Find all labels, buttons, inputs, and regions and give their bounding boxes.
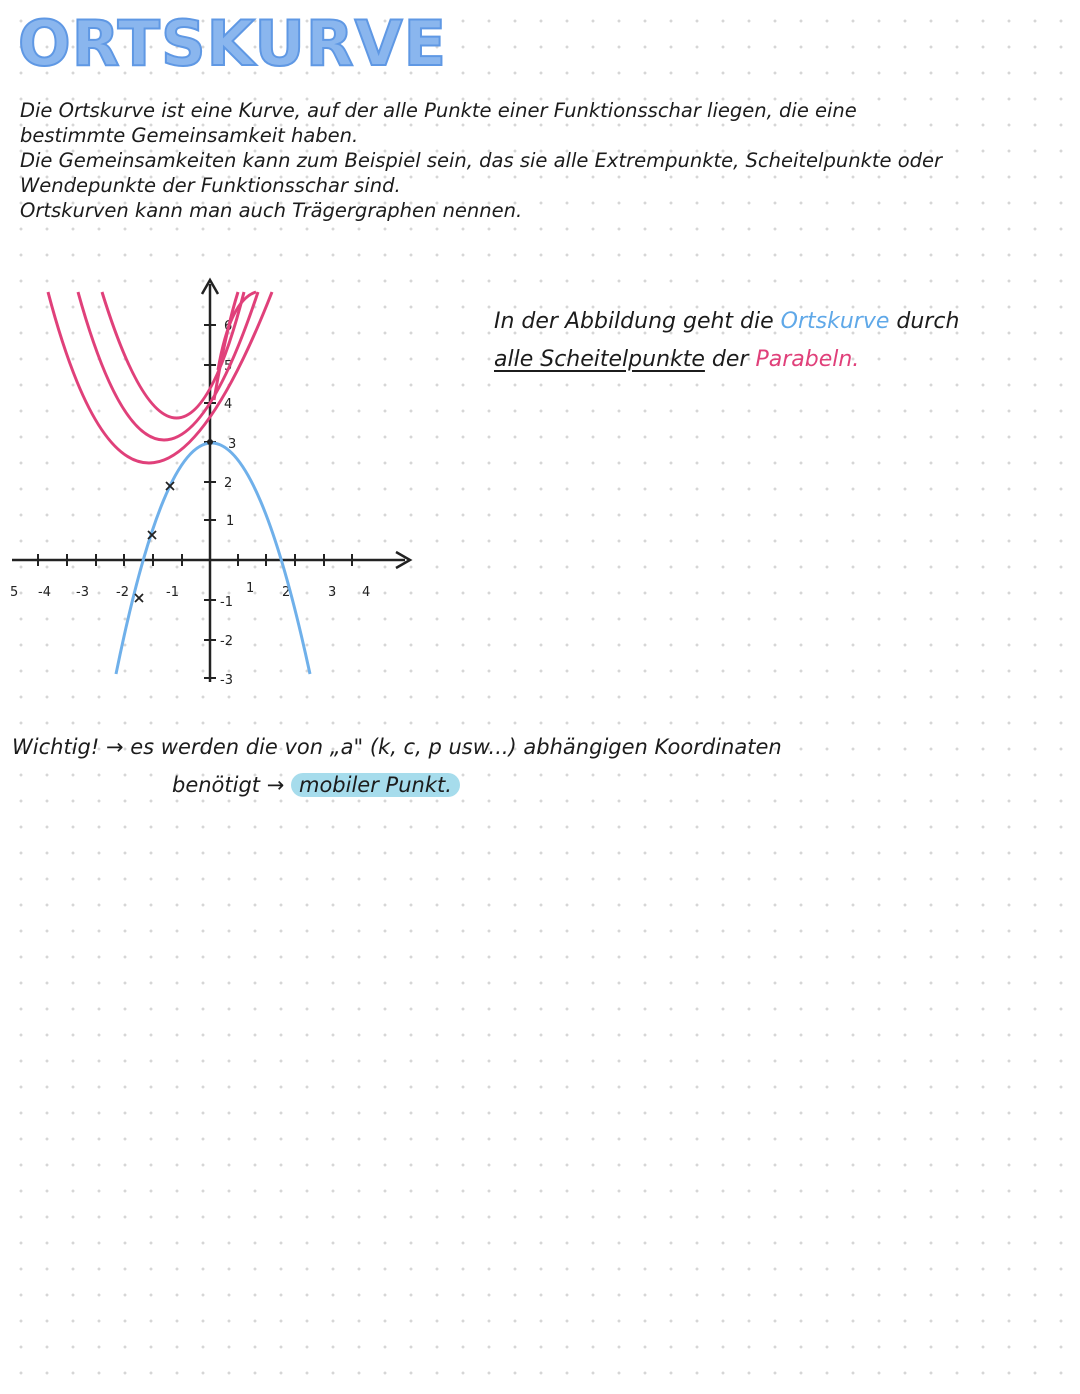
important-line [12, 766, 1062, 804]
y-tick-label: 4 [224, 397, 233, 412]
y-tick-label: 6 [224, 319, 233, 334]
intro-line: Die Ortskurve ist eine Kurve, auf der alle Punkte einer Funktionsschar liegen, die eine [20, 99, 857, 122]
x-tick-label: -3 [76, 585, 89, 600]
intro-line: Die Gemeinsamkeiten kann zum Beispiel sein, das sie alle Extrempunkte, Scheitelpunkte oder [20, 149, 943, 172]
y-tick-label: 1 [226, 514, 235, 529]
intro-line: Wendepunkte der Funktionsschar sind. [20, 174, 401, 197]
note-text: der [711, 347, 749, 372]
page-title: ORTSKURVE [18, 7, 447, 80]
note-text: In der Abbildung geht die [494, 309, 774, 334]
parabeln-term: Parabeln. [755, 347, 860, 372]
important-text: → es werden die von „a" (k, c, p usw...) abhängigen Koordinaten [105, 735, 782, 759]
ortskurve-graph [0, 270, 440, 700]
intro-paragraph [20, 98, 1070, 223]
y-tick-label: 5 [224, 359, 233, 374]
vertex-markers [135, 482, 174, 602]
important-text: benötigt → [172, 773, 285, 797]
note-line [494, 341, 1054, 379]
y-tick-label: 3 [228, 437, 237, 452]
x-tick-label: 4 [362, 585, 371, 600]
important-line [12, 728, 1062, 766]
important-note [12, 728, 1062, 804]
intro-line: Ortskurven kann man auch Trägergraphen nennen. [20, 199, 523, 222]
x-tick-label: -1 [166, 585, 179, 600]
x-tick-label: -2 [116, 585, 129, 600]
y-tick-label: -1 [220, 595, 233, 610]
y-tick-label: -3 [220, 673, 233, 688]
graph-note [494, 303, 1054, 379]
y-tick-label: 2 [224, 476, 233, 491]
x-tick-label: 1 [246, 581, 255, 596]
parabola-curve [214, 292, 238, 400]
note-text: durch [896, 309, 960, 334]
important-label: Wichtig! [12, 735, 100, 759]
underlined-term: alle Scheitelpunkte [494, 347, 705, 372]
ortskurve-term: Ortskurve [780, 309, 890, 334]
common-point [207, 439, 213, 445]
x-tick-label: -4 [38, 585, 51, 600]
y-tick-label: -2 [220, 634, 233, 649]
x-tick-label: 5 [10, 585, 19, 600]
note-line [494, 303, 1054, 341]
x-tick-label: 3 [328, 585, 337, 600]
highlighted-term: mobiler Punkt. [291, 773, 460, 797]
intro-line: bestimmte Gemeinsamkeit haben. [20, 124, 359, 147]
x-tick-label: 2 [282, 585, 291, 600]
